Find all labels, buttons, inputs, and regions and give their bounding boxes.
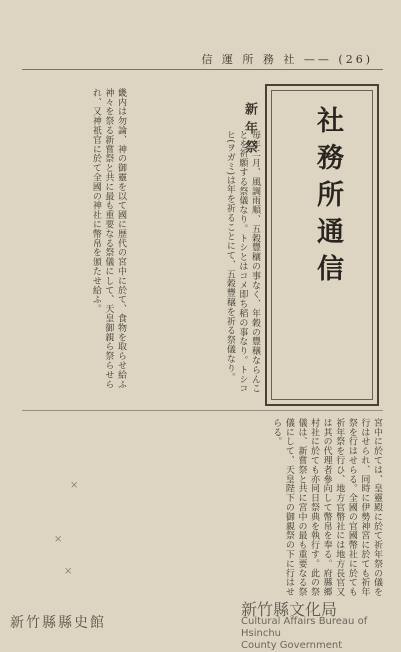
body-column-bottom: 宮中に於ては、皇靈殿に於て祈年祭の儀を行はせられ、同時に伊勢神宮に於ても祈年祭を行はせらる。全國の官國幣社に於ても祈年祭を行ひ、地方官幣社には地方長官又は其の代理者參向して幣帛を奉る。府縣郷村社に於ても亦同日祭典を執行す。此の祭儀は、新嘗祭と共に宮中の最も重要なる祭儀にして、天皇陛下の御親祭の下に行はせらる。: [271, 418, 382, 597]
x-mark-icon: ×: [54, 534, 63, 545]
credit-line-3: County Government: [241, 640, 343, 651]
body-column-top-left: 畿内は勿論、神の御靈を以て國に歴代の宮中に於て、食物を取らせ給ふ神々を祭る新嘗祭と共に最も重要なる祭儀にして、天皇御親ら祭らせられ、又神祇官に於て全國の神社に幣帛を頒たせ給ふ。: [90, 88, 126, 389]
section-divider: [22, 410, 383, 411]
x-mark-icon: ×: [64, 566, 73, 577]
credit-line-1: 新竹縣文化局: [241, 600, 338, 619]
header-rule: [22, 69, 383, 70]
title-box: [265, 84, 379, 406]
credit-watermark: [241, 600, 391, 652]
archive-stamp: 新竹縣縣史館: [10, 615, 106, 631]
body-column-top-right: 毎年二月、風調雨順、五穀豐穰の事なく、年穀の豐穣ならんことを祈願する祭儀なり。トシとはコメ即ち稻の事なり。トシコヒ(ヲガミ)は年を祈ることにて、五穀豐穣を祈る祭儀なり。: [224, 130, 260, 394]
credit-line-2: Cultural Affairs Bureau of Hsinchu: [241, 616, 368, 639]
x-mark-icon: ×: [70, 480, 79, 491]
running-head: 信 運 所 務 社 —— (26): [201, 53, 373, 66]
section-title: 新年祭: [242, 102, 257, 159]
main-title: 社務所通信: [312, 106, 343, 291]
